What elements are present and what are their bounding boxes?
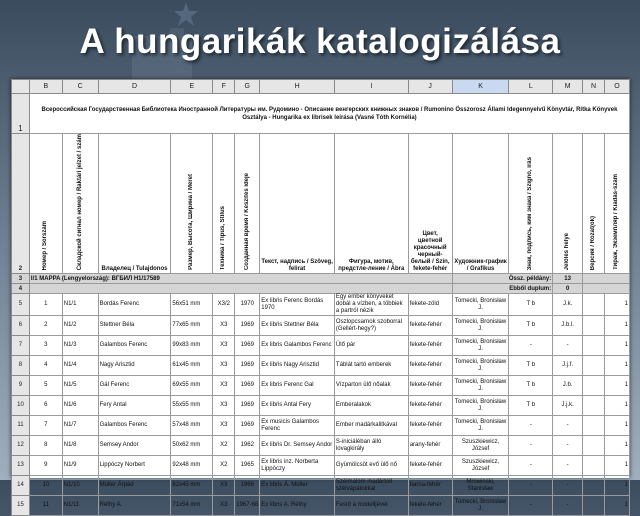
cell-d[interactable]: Réthy A. [98,496,171,516]
cell-e[interactable]: 71x54 mm [171,496,213,516]
row-header-6[interactable]: 6 [12,316,30,336]
cell-m[interactable]: J.j.k. [553,396,583,416]
cell-j[interactable]: fekete-fehér [408,336,452,356]
cell-o[interactable]: 1 [604,376,629,396]
row-header-9[interactable]: 9 [12,376,30,396]
column-header-b[interactable]: B [29,80,62,94]
cell-i[interactable]: Táblát tartó emberek [334,356,408,376]
cell-f[interactable]: X2 [213,456,235,476]
cell-d[interactable]: Semsey Andor [98,436,171,456]
cell-f[interactable]: X3 [213,356,235,376]
cell-b[interactable]: 7 [29,416,62,436]
table-row [12,436,630,456]
cell-l[interactable]: T b [509,316,553,336]
cell-j[interactable]: fekete-fehér [408,356,452,376]
header-text-f: Техника / Típus, Stílus [220,205,227,271]
cell-n[interactable] [583,336,605,356]
header-cell-n[interactable] [583,134,605,274]
cell-c[interactable]: N1/3 [62,336,98,356]
cell-b[interactable]: 5 [29,376,62,396]
cell-l[interactable]: T b [509,396,553,416]
empty-cell[interactable] [583,284,630,294]
column-header-f[interactable]: F [213,80,235,94]
cell-c[interactable]: N1/11 [62,496,98,516]
cell-c[interactable]: N1/10 [62,476,98,496]
table-row [12,294,630,316]
cell-k[interactable]: Tomecki, Bronisław J. [452,496,509,516]
cell-c[interactable]: N1/6 [62,396,98,416]
cell-c[interactable]: N1/9 [62,456,98,476]
cell-n[interactable] [583,476,605,496]
cell-h[interactable]: Ex libris Dr. Semsey Andor [260,436,335,456]
cell-e[interactable]: 55x55 mm [171,396,213,416]
cell-n[interactable] [583,416,605,436]
column-header-o[interactable]: O [604,80,629,94]
table-row [12,456,630,476]
group-label-cell[interactable]: I/1 MAPPA (Lengyelország): ВГБИЛ Н1/17589 [29,274,452,284]
cell-l[interactable]: T b [509,294,553,316]
cell-m[interactable]: J.j.f. [553,356,583,376]
header-text-n: Версия / Rozat(ok) [590,216,597,271]
cell-g[interactable]: 1970 [235,294,260,316]
cell-c[interactable]: N1/4 [62,356,98,376]
summary-total-label[interactable]: Össz. példány: [452,274,553,284]
cell-d[interactable]: Lippóczy Norbert [98,456,171,476]
header-cell-g[interactable] [235,134,260,274]
cell-h[interactable]: Ex libris Ferenc Gal [260,376,335,396]
cell-m[interactable]: J.k. [553,294,583,316]
header-cell-k[interactable]: Художник-график / Grafikus [452,134,509,274]
cell-k[interactable]: Tomecki, Bronisław J. [452,376,509,396]
cell-d[interactable]: Galambos Ferenc [98,416,171,436]
column-header-g[interactable]: G [235,80,260,94]
sheet-row-2-headers [12,134,630,274]
cell-i[interactable]: S-iniciáléban álló lovagkirály [334,436,408,456]
column-header-m[interactable]: M [553,80,583,94]
column-header-k[interactable]: K [452,80,509,94]
cell-j[interactable]: barna-fehér [408,476,452,496]
cell-j[interactable]: fekete-fehér [408,396,452,416]
cell-n[interactable] [583,316,605,336]
cell-i[interactable]: Vízparton ülő nőalak [334,376,408,396]
cell-d[interactable]: Bordás Ferenc [98,294,171,316]
cell-m[interactable]: - [553,416,583,436]
sheet-row-1 [12,94,630,134]
cell-h[interactable]: Ex musicis Galambos Ferenc [260,416,335,436]
cell-d[interactable]: Gál Ferenc [98,376,171,396]
table-row [12,336,630,356]
cell-l[interactable]: T b [509,356,553,376]
cell-i[interactable]: Egy ember könyveket dobál a vízben, a többiek a partról nézik [334,294,408,316]
cell-i[interactable]: Emberalakok [334,396,408,416]
cell-o[interactable]: 1 [604,316,629,336]
header-text-m: Jelölés helye [564,232,571,271]
table-row [12,376,630,396]
cell-f[interactable]: X3/2 [213,294,235,316]
row-header-14[interactable]: 14 [12,476,30,496]
cell-k[interactable]: Tomecki, Bronisław J. [452,316,509,336]
cell-o[interactable]: 1 [604,336,629,356]
slide-title: A hungarikák katalogizálása [79,22,561,61]
cell-j[interactable]: fekete-fehér [408,456,452,476]
header-text-l: Знак, подпись, ким знака / Szignó, írás [527,156,534,271]
table-row [12,396,630,416]
cell-e[interactable]: 82x45 mm [171,476,213,496]
cell-d[interactable]: Nagy Arisztid [98,356,171,376]
cell-m[interactable]: J.b. [553,376,583,396]
cell-l[interactable]: - [509,496,553,516]
cell-k[interactable]: Tomecki, Bronisław J. [452,396,509,416]
cell-l[interactable]: - [509,436,553,456]
cell-d[interactable]: Stettner Béla [98,316,171,336]
header-cell-b[interactable] [29,134,62,274]
column-header-d[interactable]: D [98,80,171,94]
spreadsheet-grid [11,79,630,516]
cell-n[interactable] [583,436,605,456]
cell-o[interactable]: 1 [604,356,629,376]
cell-e[interactable]: 61x45 mm [171,356,213,376]
row-header-15[interactable]: 15 [12,496,30,516]
row-header-7[interactable]: 7 [12,336,30,356]
header-text-b: Номер / Sorszám [42,220,49,271]
column-header-j[interactable]: J [408,80,452,94]
cell-b[interactable]: 2 [29,316,62,336]
cell-k[interactable]: Tomecki, Bronisław J. [452,356,509,376]
cell-c[interactable]: N1/8 [62,436,98,456]
cell-f[interactable]: X3 [213,376,235,396]
cell-i[interactable]: Oszlopcsarnok szoborral (Gellért-hegy?) [334,316,408,336]
cell-c[interactable]: N1/7 [62,416,98,436]
cell-n[interactable] [583,294,605,316]
column-header-c[interactable]: C [62,80,98,94]
header-text-g: Созданная время / Készítés ideje [243,173,250,271]
empty-cell[interactable] [29,284,452,294]
cell-g[interactable]: 1969 [235,316,260,336]
row-header-4[interactable]: 4 [12,284,30,294]
cell-g[interactable]: 1969 [235,356,260,376]
cell-j[interactable]: fekete-fehér [408,376,452,396]
cell-b[interactable]: 9 [29,456,62,476]
cell-o[interactable]: 1 [604,416,629,436]
cell-o[interactable]: 1 [604,476,629,496]
table-row [12,416,630,436]
cell-m[interactable]: - [553,336,583,356]
cell-i[interactable]: Ülő pár [334,336,408,356]
cell-f[interactable]: X3 [213,336,235,356]
cell-b[interactable]: 3 [29,336,62,356]
cell-g[interactable]: 1969 [235,416,260,436]
row-header-5[interactable]: 5 [12,294,30,316]
cell-k[interactable]: Tomecki, Bronisław J. [452,416,509,436]
cell-d[interactable]: Galambos Ferenc [98,336,171,356]
cell-m[interactable]: - [553,456,583,476]
row-header-13[interactable]: 13 [12,456,30,476]
header-cell-l[interactable] [509,134,553,274]
cell-e[interactable]: 56x51 mm [171,294,213,316]
cell-o[interactable]: 1 [604,456,629,476]
cell-o[interactable]: 1 [604,436,629,456]
cell-h[interactable]: Ex libris inz. Norberta Lippóczy [260,456,335,476]
cell-f[interactable]: X3 [213,476,235,496]
column-header-h[interactable]: H [260,80,335,94]
header-cell-e[interactable] [171,134,213,274]
cell-h[interactable]: Ex libris Nagy Arisztid [260,356,335,376]
summary-total-value[interactable]: 13 [553,274,583,284]
table-row [12,496,630,516]
cell-f[interactable]: X3 [213,416,235,436]
cell-j[interactable]: fekete-zöld [408,294,452,316]
cell-g[interactable]: 1965 [235,456,260,476]
cell-c[interactable]: N1/5 [62,376,98,396]
sheet-row-4-summary [12,284,630,294]
cell-g[interactable]: 1966 [235,476,260,496]
summary-duplicate-value[interactable]: 0 [553,284,583,294]
header-cell-f[interactable] [213,134,235,274]
cell-b[interactable]: 6 [29,396,62,416]
cell-c[interactable]: N1/2 [62,316,98,336]
header-cell-h[interactable]: Текст, надпись / Szöveg, felirat [260,134,335,274]
summary-duplicate-label[interactable]: Ebből duplum: [452,284,553,294]
cell-f[interactable]: X3 [213,316,235,336]
header-text-e: Размер, Высота, Ширина / Méret [188,174,195,271]
cell-j[interactable]: fekete-fehér [408,316,452,336]
cell-l[interactable]: - [509,416,553,436]
header-cell-o[interactable] [604,134,629,274]
cell-c[interactable]: N1/1 [62,294,98,316]
cell-e[interactable]: 77x65 mm [171,316,213,336]
row-header-1[interactable]: 1 [12,94,30,134]
cell-e[interactable]: 99x83 mm [171,336,213,356]
cell-h[interactable]: Ex libris Stettner Béla [260,316,335,336]
cell-f[interactable]: X3 [213,496,235,516]
cell-b[interactable]: 4 [29,356,62,376]
cell-g[interactable]: 1969 [235,396,260,416]
cell-e[interactable]: 92x48 mm [171,456,213,476]
cell-k[interactable]: Mrowinski, Stanisław [452,476,509,496]
cell-b[interactable]: 1 [29,294,62,316]
cell-l[interactable]: - [509,336,553,356]
table-row [12,316,630,336]
cell-b[interactable]: 8 [29,436,62,456]
row-header-3[interactable]: 3 [12,274,30,284]
cell-e[interactable]: 50x62 mm [171,436,213,456]
cell-d[interactable]: Fery Antal [98,396,171,416]
cell-k[interactable]: Szuszkiewicz, József [452,456,509,476]
cell-m[interactable]: J.b.l. [553,316,583,336]
cell-j[interactable]: fekete-fehér [408,496,452,516]
cell-n[interactable] [583,396,605,416]
column-header-l[interactable]: L [509,80,553,94]
cell-e[interactable]: 69x55 mm [171,376,213,396]
cell-h[interactable]: Ex libris Á. Müller [260,476,335,496]
cell-n[interactable] [583,356,605,376]
select-all-corner[interactable] [12,80,30,94]
empty-cell[interactable] [583,274,630,284]
row-header-2[interactable]: 2 [12,134,30,274]
row-header-10[interactable]: 10 [12,396,30,416]
catalog-description-cell[interactable]: Всероссийская Государственная Библиотека Иностранной Литературы им. Рудомино - Описание венгерских книжных знаков / Rumonino Összorosz Állami Idegennyelvű Könyvtár, Ritka Könyvek Osztálya - Hungarika ex librisek leírása (Vasné Tóth Kornélia) [29,94,629,134]
cell-m[interactable]: - [553,496,583,516]
header-text-o: Тираж, Экземпляр / Kiadás-szám [613,174,620,271]
cell-d[interactable]: Müller Árpád [98,476,171,496]
header-cell-i[interactable]: Фигура, мотив, предстле-ление / Ábra [334,134,408,274]
cell-b[interactable]: 10 [29,476,62,496]
cell-h[interactable]: Ex libris Antal Fery [260,396,335,416]
cell-i[interactable]: Ember madárkalitkával [334,416,408,436]
cell-h[interactable]: Ex libris Ferenc Bordás 1970 [260,294,335,316]
cell-o[interactable]: 1 [604,294,629,316]
row-header-12[interactable]: 12 [12,436,30,456]
cell-k[interactable]: Tomecki, Bronisław J. [452,294,509,316]
cell-l[interactable]: - [509,456,553,476]
cell-o[interactable]: 1 [604,496,629,516]
cell-g[interactable]: 1969 [235,376,260,396]
cell-h[interactable]: Ex libris Galambos Ferenc [260,336,335,356]
header-cell-d[interactable]: Владелец / Tulajdonos [98,134,171,274]
cell-f[interactable]: X2 [213,436,235,456]
cell-h[interactable]: Ex libris A. Réthy [260,496,335,516]
cell-i[interactable]: Festő a modelljével [334,496,408,516]
column-header-e[interactable]: E [171,80,213,94]
sheet-row-3-group [12,274,630,284]
cell-n[interactable] [583,496,605,516]
header-cell-j[interactable]: Цвет, цветной красочный черный-белый / Szín, fekete-fehér [408,134,452,274]
cell-j[interactable]: arany-fehér [408,436,452,456]
header-cell-c[interactable] [62,134,98,274]
cell-m[interactable]: - [553,476,583,496]
cell-e[interactable]: 57x48 mm [171,416,213,436]
cell-n[interactable] [583,376,605,396]
cell-k[interactable]: Szuszkiewicz, József [452,436,509,456]
cell-g[interactable]: 1967-68 [235,496,260,516]
cell-n[interactable] [583,456,605,476]
cell-i[interactable]: Szélmalom madártoll szélvápátokkal [334,476,408,496]
cell-g[interactable]: 1962 [235,436,260,456]
header-text-c: Складской сигнал номер / Raktári jelzet / szám [76,134,83,271]
cell-m[interactable]: - [553,436,583,456]
cell-l[interactable]: - [509,476,553,496]
cell-i[interactable]: Gyümölcsöt evő ülő nő [334,456,408,476]
column-header-i[interactable]: I [334,80,408,94]
cell-j[interactable]: fekete-fehér [408,416,452,436]
cell-o[interactable]: 1 [604,396,629,416]
column-header-n[interactable]: N [583,80,605,94]
table-row [12,476,630,496]
cell-k[interactable]: Tomecki, Bronisław J. [452,336,509,356]
header-cell-m[interactable] [553,134,583,274]
cell-l[interactable]: T b [509,376,553,396]
cell-b[interactable]: 11 [29,496,62,516]
table-row [12,356,630,376]
column-header-row [12,80,630,94]
spreadsheet[interactable] [11,79,630,512]
cell-f[interactable]: X3 [213,396,235,416]
row-header-8[interactable]: 8 [12,356,30,376]
cell-g[interactable]: 1969 [235,336,260,356]
row-header-11[interactable]: 11 [12,416,30,436]
